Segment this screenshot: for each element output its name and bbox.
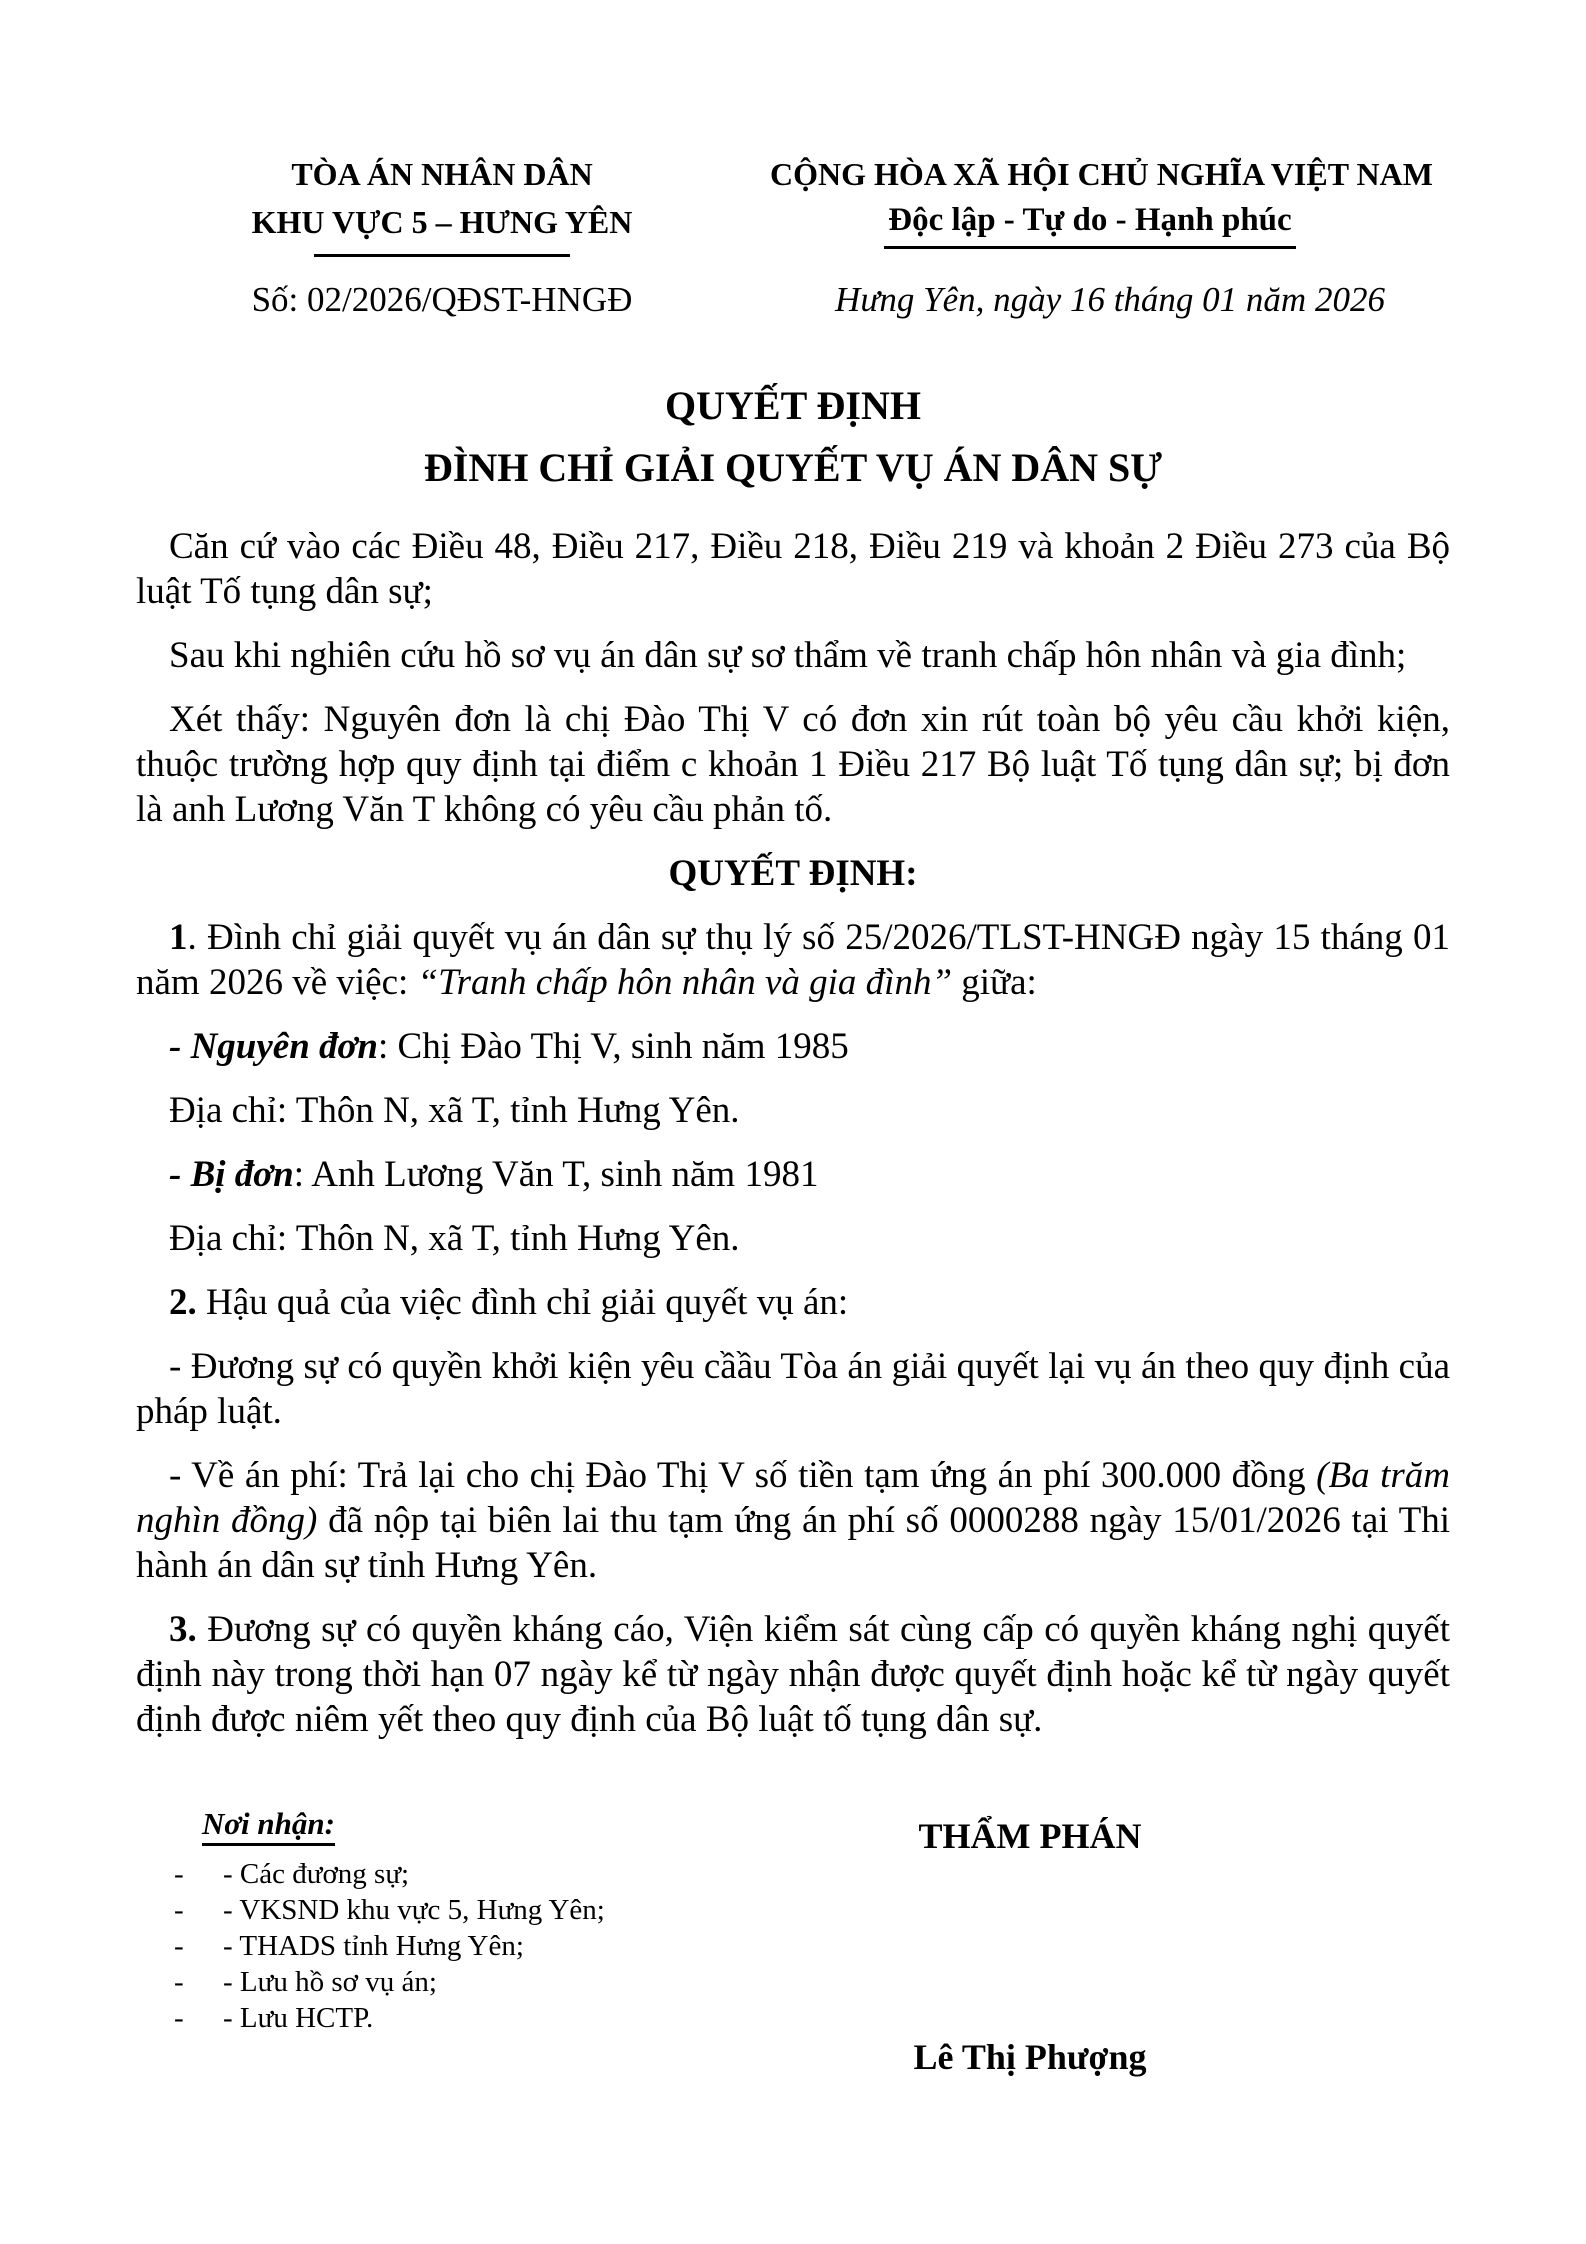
preamble-paragraph-2: Sau khi nghiên cứu hồ sơ vụ án dân sự sơ thẩm về tranh chấp hôn nhân và gia đình; [169, 635, 1407, 676]
amount-in-words: (Ba trăm nghìn đồng) [136, 1455, 1450, 1541]
dash-bullet: - [174, 1894, 184, 1926]
plaintiff-address: Địa chỉ: Thôn N, xã T, tỉnh Hưng Yên. [169, 1090, 740, 1131]
article-1: 1. Đình chỉ giải quyết vụ án dân sự thụ lý số 25/2026/TLST-HNGĐ ngày 15 tháng 01 năm 2026 về việc: “Tranh chấp hôn nhân và gia đình” giữa: [136, 917, 1450, 1003]
document-number: Số: 02/2026/QĐST-HNGĐ [251, 280, 633, 319]
recipient-item: - - VKSND khu vực 5, Hưng Yên; [136, 1892, 776, 1928]
decision-heading: QUYẾT ĐỊNH: [668, 853, 918, 894]
recipients-label: Nơi nhận: [202, 1806, 335, 1846]
dash-bullet: - [174, 1858, 184, 1890]
court-header-rule [314, 254, 570, 257]
national-motto-line2: Độc lập - Tự do - Hạnh phúc [884, 198, 1295, 249]
document-title [0, 382, 1586, 492]
case-subject-quote: “Tranh chấp hôn nhân và gia đình” [417, 962, 953, 1003]
article-2: 2. Hậu quả của việc đình chỉ giải quyết vụ án: [169, 1282, 849, 1323]
recipients-block [136, 1806, 776, 2036]
defendant-address: Địa chỉ: Thôn N, xã T, tỉnh Hưng Yên. [169, 1218, 740, 1259]
document-body [136, 524, 1450, 1761]
article-2-point-2: - Về án phí: Trả lại cho chị Đào Thị V số tiền tạm ứng án phí 300.000 đồng (Ba trăm nghìn đồng) đã nộp tại biên lai thu tạm ứng án phí số 0000288 ngày 15/01/2026 tại Thi hành án dân sự tỉnh Hưng Yên. [136, 1455, 1450, 1586]
title-line2: ĐÌNH CHỈ GIẢI QUYẾT VỤ ÁN DÂN SỰ [423, 445, 1163, 490]
defendant-line: - Bị đơn: Anh Lương Văn T, sinh năm 1981 [169, 1154, 819, 1195]
signature-block [830, 1814, 1230, 2080]
article-2-point-1: - Đương sự có quyền khởi kiện yêu cầầu Tòa án giải quyết lại vụ án theo quy định của pháp luật. [136, 1346, 1450, 1432]
recipient-item: - - Lưu HCTP. [136, 2000, 776, 2036]
preamble-paragraph-3: Xét thấy: Nguyên đơn là chị Đào Thị V có đơn xin rút toàn bộ yêu cầu khởi kiện, thuộc trường hợp quy định tại điểm c khoản 1 Điều 217 Bộ luật Tố tụng dân sự; bị đơn là anh Lương Văn T không có yêu cầu phản tố. [136, 699, 1450, 830]
court-name-line2: KHU VỰC 5 – HƯNG YÊN [251, 204, 633, 240]
dash-bullet: - [174, 1966, 184, 1998]
judge-title: THẨM PHÁN [918, 1816, 1142, 1856]
national-header [770, 150, 1433, 249]
defendant-label: - Bị đơn [169, 1154, 294, 1195]
dash-bullet: - [174, 1930, 184, 1962]
plaintiff-label: - Nguyên đơn [169, 1026, 378, 1067]
recipient-item: - - Lưu hồ sơ vụ án; [136, 1964, 776, 2000]
dash-bullet: - [174, 2002, 184, 2034]
article-3: 3. Đương sự có quyền kháng cáo, Viện kiểm sát cùng cấp có quyền kháng nghị quyết định này trong thời hạn 07 ngày kể từ ngày nhận được quyết định hoặc kể từ ngày quyết định được niêm yết theo quy định của Bộ luật tố tụng dân sự. [136, 1609, 1450, 1740]
national-motto-line1: CỘNG HÒA XÃ HỘI CHỦ NGHĨA VIỆT NAM [770, 156, 1433, 192]
recipient-item: - - Các đương sự; [136, 1856, 776, 1892]
judge-name: Lê Thị Phượng [913, 2037, 1147, 2077]
title-line1: QUYẾT ĐỊNH [665, 383, 921, 428]
recipients-list [136, 1856, 776, 2036]
place-date-line: Hưng Yên, ngày 16 tháng 01 năm 2026 [835, 280, 1385, 319]
court-name-line1: TÒA ÁN NHÂN DÂN [291, 156, 593, 192]
document-footer [136, 1806, 1450, 2186]
preamble-paragraph-1: Căn cứ vào các Điều 48, Điều 217, Điều 218, Điều 219 và khoản 2 Điều 273 của Bộ luật Tố tụng dân sự; [136, 526, 1450, 612]
court-header [136, 150, 748, 257]
plaintiff-line: - Nguyên đơn: Chị Đào Thị V, sinh năm 1985 [169, 1026, 849, 1067]
recipient-item: - - THADS tỉnh Hưng Yên; [136, 1928, 776, 1964]
